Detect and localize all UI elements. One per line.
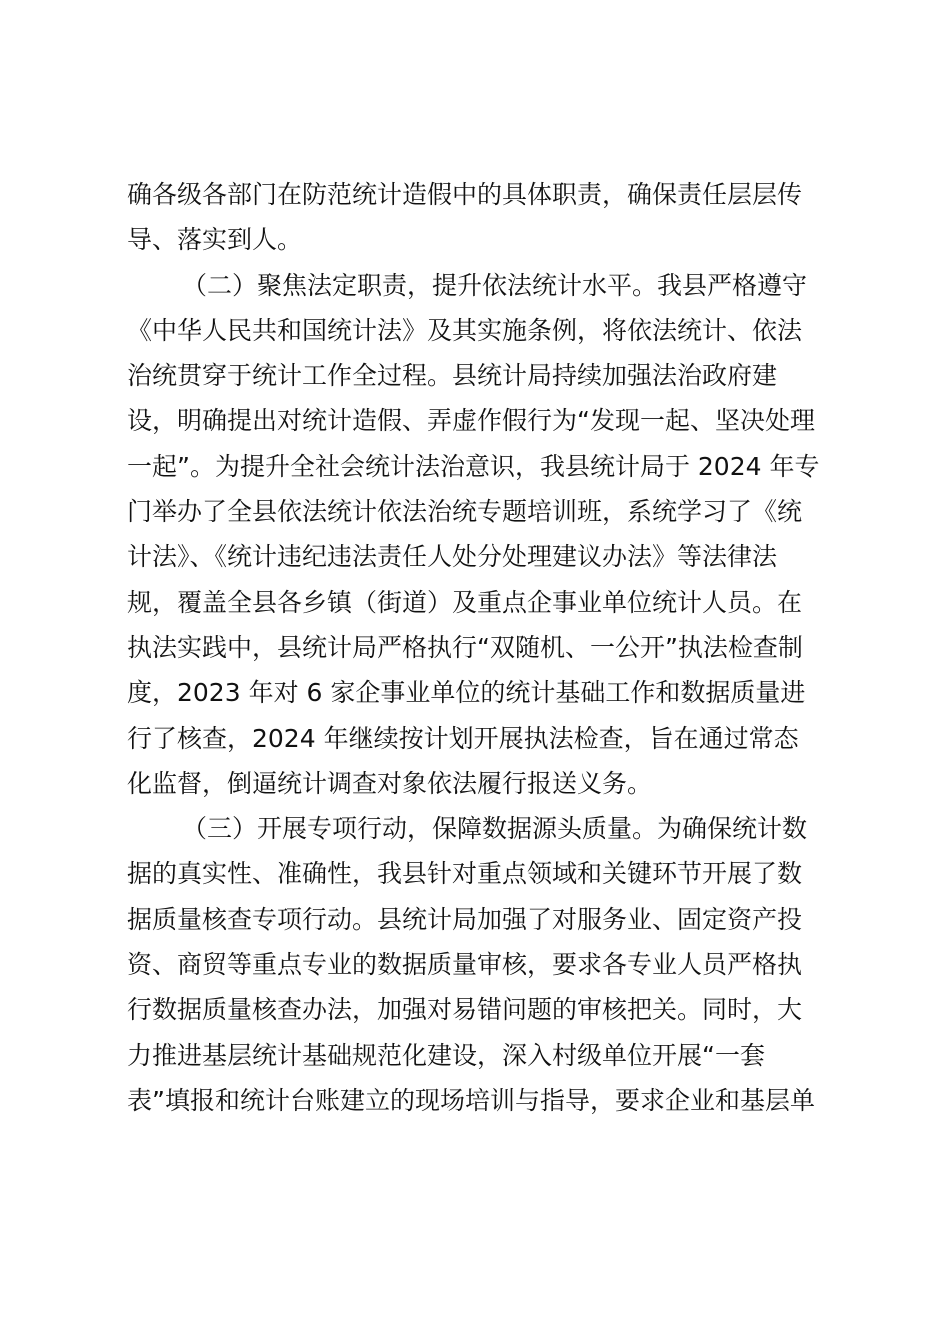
text-line: 行了核查，2024 年继续按计划开展执法检查，旨在通过常态 [127,723,799,753]
text-line: 资、商贸等重点专业的数据质量审核，要求各专业人员严格执 [127,950,803,980]
text-line: 规，覆盖全县各乡镇（街道）及重点企事业单位统计人员。在 [127,587,803,617]
text-line: 《中华人民共和国统计法》及其实施条例，将依法统计、依法 [127,315,803,345]
text-line: 计法》、《统计违纪违法责任人处分处理建议办法》等法律法 [127,542,778,572]
text-line: 表”填报和统计台账建立的现场培训与指导，要求企业和基层单 [127,1085,815,1115]
text-line: 据的真实性、准确性，我县针对重点领域和关键环节开展了数 [127,859,803,889]
text-line: 门举办了全县依法统计依法治统专题培训班，系统学习了《统 [127,497,803,527]
text-line: 化监督，倒逼统计调查对象依法履行报送义务。 [127,768,653,798]
text-line: 力推进基层统计基础规范化建设，深入村级单位开展“一套 [127,1040,765,1070]
text-line: 导、落实到人。 [127,225,303,255]
text-line: 据质量核查专项行动。县统计局加强了对服务业、固定资产投 [127,904,803,934]
text-line: 行数据质量核查办法，加强对易错问题的审核把关。同时，大 [127,995,803,1025]
section-heading-line: （二）聚焦法定职责，提升依法统计水平。我县严格遵守 [182,270,808,300]
text-line: 一起”。为提升全社会统计法治意识，我县统计局于 2024 年专 [127,451,820,481]
paragraph-continuation [127,172,827,263]
paragraph-section-3 [127,806,827,1123]
text-line: 执法实践中，县统计局严格执行“双随机、一公开”执法检查制 [127,632,803,662]
document-body [127,172,827,1123]
text-line: 设，明确提出对统计造假、弄虚作假行为“发现一起、坚决处理 [127,406,815,436]
text-line: 度，2023 年对 6 家企事业单位的统计基础工作和数据质量进 [127,678,806,708]
section-heading-line: （三）开展专项行动，保障数据源头质量。为确保统计数 [182,814,808,844]
paragraph-section-2 [127,263,827,807]
text-line: 治统贯穿于统计工作全过程。县统计局持续加强法治政府建 [127,361,778,391]
text-line: 确各级各部门在防范统计造假中的具体职责，确保责任层层传 [127,180,803,209]
